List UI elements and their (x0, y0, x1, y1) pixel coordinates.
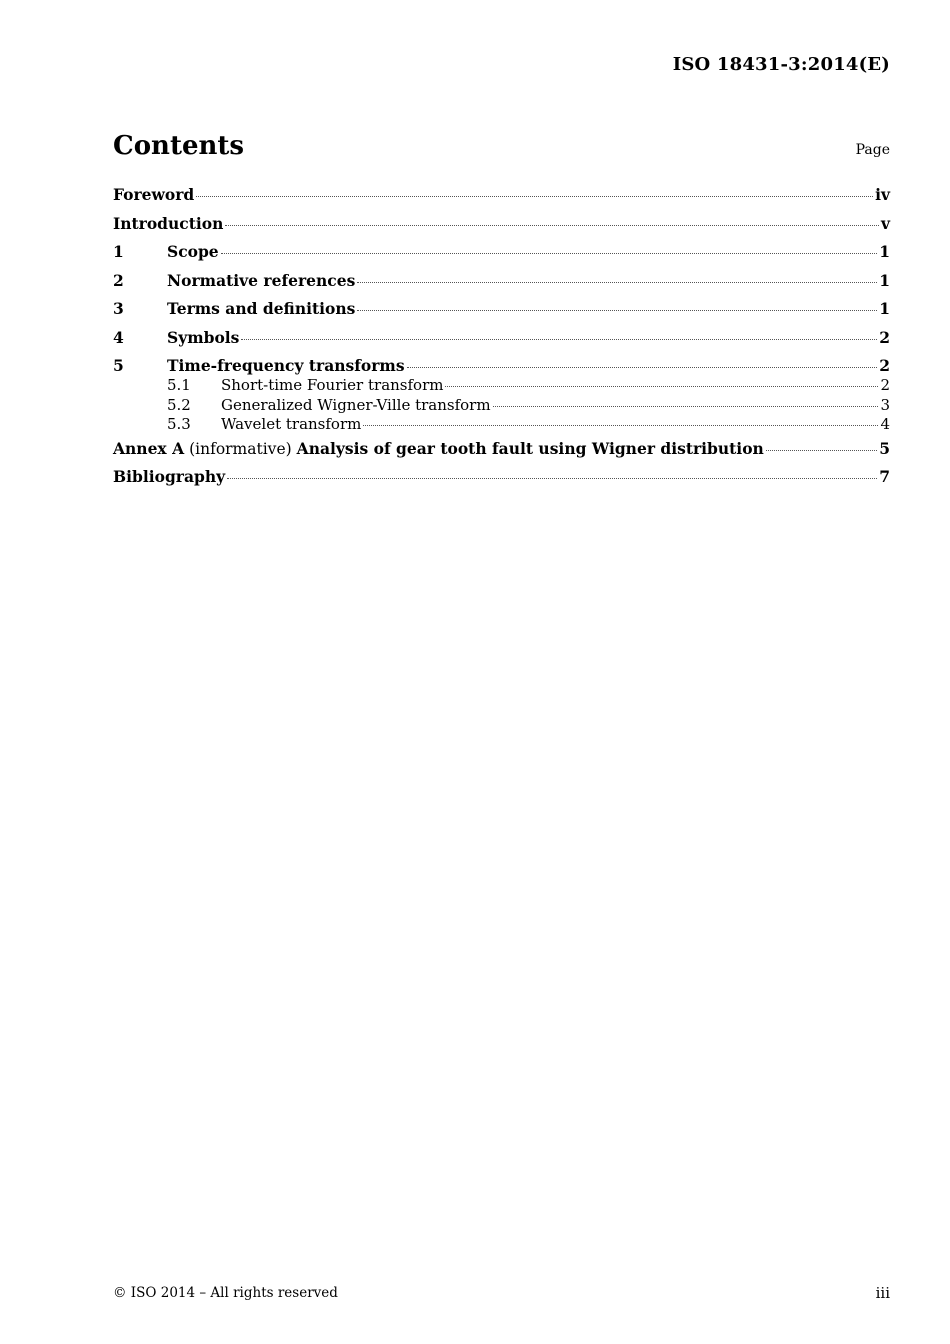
toc-title: Analysis of gear tooth fault using Wigner distribution (296, 438, 764, 458)
toc-entry-introduction[interactable] (113, 214, 890, 243)
annex-label: Annex A (113, 438, 185, 458)
toc-entry-scope[interactable] (113, 242, 890, 271)
toc-page: 2 (879, 327, 890, 347)
toc-entry-short-time-fourier[interactable] (113, 376, 890, 396)
toc-entry-annex-a[interactable] (113, 439, 890, 468)
dot-leader (445, 386, 878, 387)
dot-leader (196, 196, 873, 197)
toc-entry-normative-references[interactable] (113, 271, 890, 300)
table-of-contents (113, 185, 890, 496)
document-id: ISO 18431-3:2014(E) (672, 54, 890, 75)
dot-leader (363, 425, 878, 426)
toc-page: 1 (879, 242, 890, 261)
toc-title: Symbols (167, 327, 240, 347)
toc-entry-wavelet[interactable] (113, 415, 890, 435)
copyright-notice: © ISO 2014 – All rights reserved (113, 1285, 338, 1301)
toc-page: v (880, 213, 890, 233)
page-number: iii (875, 1284, 890, 1302)
toc-title: Terms and definitions (167, 299, 356, 318)
toc-number: 5.3 (167, 415, 191, 433)
toc-page: 1 (879, 270, 890, 290)
dot-leader (221, 253, 878, 254)
dot-leader (227, 478, 877, 479)
toc-entry-time-frequency-transforms[interactable] (113, 356, 890, 376)
toc-title: Wavelet transform (221, 415, 362, 433)
toc-entry-foreword[interactable] (113, 185, 890, 214)
toc-entry-bibliography[interactable] (113, 467, 890, 496)
dot-leader (225, 225, 879, 226)
toc-number: 1 (113, 242, 124, 261)
toc-title: Generalized Wigner-Ville transform (221, 395, 491, 414)
dot-leader (357, 282, 877, 283)
toc-page: 2 (879, 356, 890, 375)
dot-leader (766, 450, 877, 451)
toc-title: Introduction (113, 213, 224, 233)
toc-page: iv (875, 185, 890, 204)
toc-number: 5.1 (167, 376, 191, 394)
annex-qualifier: (informative) (189, 439, 292, 458)
toc-number: 2 (113, 270, 124, 290)
toc-page: 2 (880, 376, 890, 394)
dot-leader (357, 310, 877, 311)
toc-page: 1 (879, 299, 890, 318)
dot-leader (407, 367, 878, 368)
contents-heading: Contents (113, 131, 245, 161)
toc-number: 3 (113, 299, 124, 318)
toc-title: Time-frequency transforms (167, 356, 405, 375)
toc-page: 3 (880, 395, 890, 414)
toc-entry-terms-and-definitions[interactable] (113, 299, 890, 328)
toc-entry-wigner-ville[interactable] (113, 396, 890, 416)
toc-page: 7 (879, 467, 890, 486)
page-column-label: Page (855, 142, 890, 158)
toc-title: Normative references (167, 270, 356, 290)
toc-number: 4 (113, 327, 124, 347)
toc-title: Bibliography (113, 467, 226, 486)
toc-entry-symbols[interactable] (113, 328, 890, 357)
toc-number: 5.2 (167, 395, 191, 414)
toc-number: 5 (113, 356, 124, 375)
toc-page: 4 (880, 415, 890, 433)
dot-leader (241, 339, 877, 340)
toc-title: Scope (167, 242, 219, 261)
toc-page: 5 (879, 438, 890, 458)
toc-title: Foreword (113, 185, 195, 204)
dot-leader (493, 406, 879, 407)
toc-title: Short-time Fourier transform (221, 376, 444, 394)
